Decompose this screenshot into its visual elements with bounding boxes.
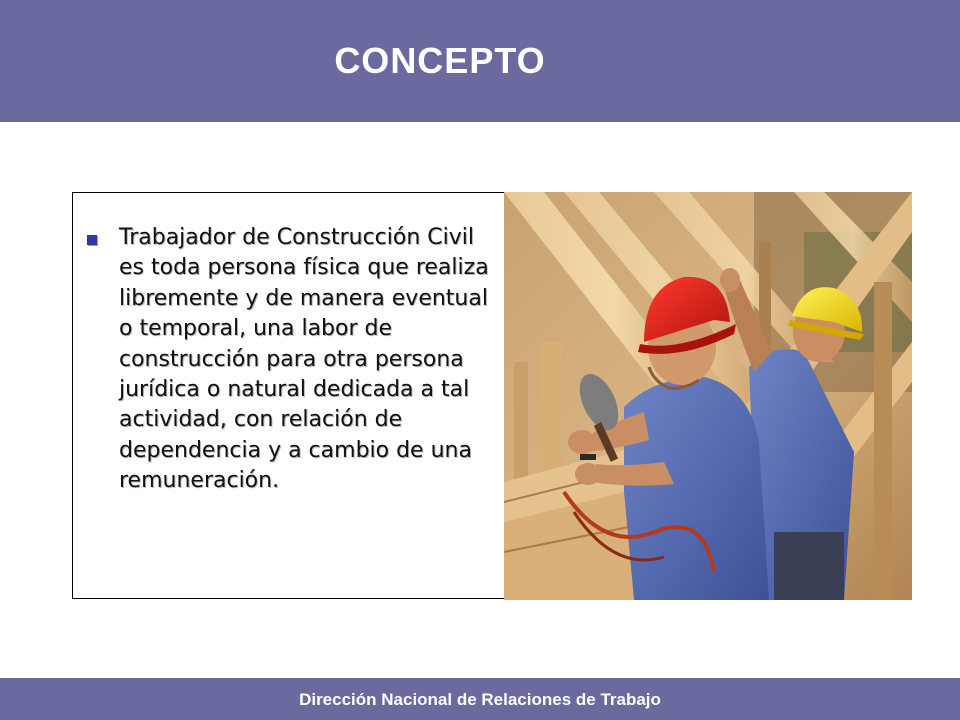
bullet-text: Trabajador de Construcción Civil es toda persona física que realiza libremente y de manera eventual o temporal, una labor de construcción para otra persona jurídica o natural dedicada a tal actividad, con relación de dependencia y a cambio de una remuneración. <box>119 225 489 494</box>
content-text-box <box>72 192 506 599</box>
footer-text: Dirección Nacional de Relaciones de Trabajo <box>299 690 661 709</box>
slide-title: CONCEPTO <box>334 40 546 81</box>
construction-workers-photo <box>504 192 912 600</box>
square-bullet-icon <box>87 235 97 245</box>
